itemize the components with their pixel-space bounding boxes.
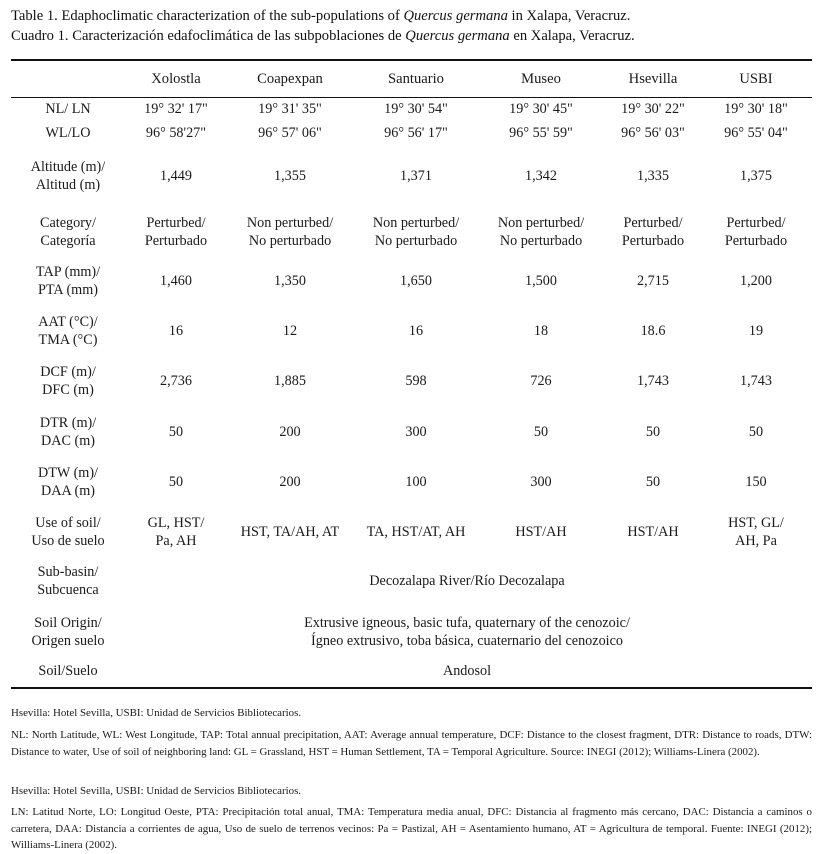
- row-label: [40, 363, 96, 399]
- cell-line: 300: [530, 474, 552, 490]
- row-label: [31, 514, 104, 550]
- cell-line: Perturbado: [724, 233, 788, 249]
- table-cell: [160, 372, 192, 390]
- table-cell: [247, 214, 333, 250]
- cell-line: HST/AH: [627, 524, 679, 540]
- cell-line: DTW (m)/: [37, 465, 99, 481]
- cell-line: 1,355: [274, 168, 306, 184]
- table-caption: [11, 6, 635, 46]
- column-header: Xolostla: [151, 71, 201, 87]
- table-cell: [740, 167, 772, 185]
- cell-line: 50: [748, 424, 764, 440]
- cell-line: Perturbado: [621, 233, 685, 249]
- row-label: [40, 414, 96, 450]
- table-cell: [740, 372, 772, 390]
- table-cell: [621, 100, 685, 118]
- cell-line: 200: [279, 424, 301, 440]
- table-cell: [279, 473, 300, 491]
- table-cell: [637, 372, 669, 390]
- cell-line: Categoría: [40, 233, 96, 249]
- table-cell: [724, 100, 788, 118]
- column-header: Santuario: [388, 71, 444, 87]
- table-cell: [400, 167, 432, 185]
- cell-line: DFC (m): [42, 382, 94, 398]
- cell-line: HST, TA/AH, AT: [240, 524, 340, 540]
- cell-line: Decozalapa River/Río Decozalapa: [369, 573, 565, 589]
- table-cell: [144, 100, 208, 118]
- cell-line: 50: [645, 424, 661, 440]
- table-cell: [530, 473, 551, 491]
- cell-line: 1,200: [740, 273, 772, 289]
- table-header-rule: [11, 97, 812, 98]
- cell-line: 18: [533, 323, 549, 339]
- cell-line: 2,715: [637, 273, 669, 289]
- cell-line: 19° 30' 54": [384, 101, 448, 117]
- table-cell: [627, 523, 678, 541]
- cell-line: Use of soil/: [35, 515, 101, 531]
- table-cell: [384, 124, 448, 142]
- row-label: [45, 100, 90, 118]
- cell-line: Altitud (m): [35, 177, 101, 193]
- cell-line: DAC (m): [40, 433, 95, 449]
- spanning-cell: [443, 662, 491, 680]
- spanning-cell: [304, 614, 630, 650]
- cell-line: HST, GL/: [728, 515, 784, 531]
- cell-line: 1,743: [740, 373, 772, 389]
- cell-line: Extrusive igneous, basic tufa, quaternary of the cenozoic/: [304, 615, 630, 631]
- cell-line: 96° 58'27": [145, 125, 207, 141]
- row-label: [31, 158, 105, 194]
- caption-spanish: Cuadro 1. Caracterización edafoclimática de las subpoblaciones de Quercus germana en Xalapa, Veracruz.: [11, 28, 635, 44]
- cell-line: 19° 30' 18": [724, 101, 788, 117]
- species-name: Quercus germana: [403, 8, 508, 24]
- cell-line: Perturbado: [144, 233, 208, 249]
- table-cell: [258, 100, 322, 118]
- cell-line: 200: [279, 474, 301, 490]
- table-cell: [405, 423, 426, 441]
- table-cell: [160, 167, 192, 185]
- table-cell: [405, 473, 426, 491]
- table-cell: [740, 272, 772, 290]
- row-label: [36, 263, 100, 299]
- table-top-rule: [11, 59, 812, 61]
- table-cell: [373, 214, 459, 250]
- cell-line: Soil Origin/: [34, 615, 102, 631]
- cell-line: Perturbed/: [623, 215, 683, 231]
- table-cell: [509, 124, 573, 142]
- column-header: Coapexpan: [257, 71, 323, 87]
- row-label: [32, 614, 105, 650]
- table-cell: [749, 322, 763, 340]
- table-cell: [169, 322, 183, 340]
- table-cell: [646, 473, 660, 491]
- table-cell: [525, 167, 557, 185]
- cell-line: 96° 56' 17": [384, 125, 448, 141]
- cell-line: 19: [748, 323, 764, 339]
- species-name: Quercus germana: [405, 28, 510, 44]
- cell-line: AAT (°C)/: [38, 314, 98, 330]
- cell-line: 96° 55' 59": [509, 125, 573, 141]
- cell-line: Origen suelo: [31, 633, 105, 649]
- table-cell: [534, 423, 548, 441]
- cell-line: Non perturbed/: [372, 215, 460, 231]
- cell-line: Pa, AH: [155, 533, 197, 549]
- note-abbreviations-en: Hsevilla: Hotel Sevilla, USBI: Unidad de Servicios Bibliotecarios.: [11, 707, 302, 719]
- note-abbreviations-es: Hsevilla: Hotel Sevilla, USBI: Unidad de Servicios Bibliotecarios.: [11, 785, 302, 797]
- cell-line: 598: [405, 373, 427, 389]
- row-label: [38, 313, 97, 349]
- cell-line: 100: [405, 474, 427, 490]
- cell-line: 1,650: [400, 273, 432, 289]
- row-label: [38, 464, 98, 500]
- table-cell: [728, 514, 784, 550]
- table-bottom-rule: [11, 687, 812, 689]
- table-cell: [509, 100, 573, 118]
- table-cell: [146, 124, 206, 142]
- table-cell: [384, 100, 448, 118]
- cell-line: DTR (m)/: [39, 415, 97, 431]
- column-header: Hsevilla: [628, 71, 678, 87]
- table-cell: [405, 372, 426, 390]
- cell-line: Perturbed/: [146, 215, 206, 231]
- table-cell: [515, 523, 566, 541]
- note-legend-en: NL: North Latitude, WL: West Longitude, TAP: Total annual precipitation, AAT: Average annual temperature, DCF: Distance to the closest fragment, DTR: Distance to roads, DTW: Distance to water, Use of soil of neighboring land: GL = Grassland, HST = Human Settlement, TA = Temporal Agriculture. Source: INEGI (2012); Williams-Linera (2002).: [11, 729, 812, 758]
- cell-line: 19° 30' 22": [621, 101, 685, 117]
- cell-line: 1,460: [160, 273, 192, 289]
- note-legend-es: LN: Latitud Norte, LO: Longitud Oeste, PTA: Precipitación total anual, TMA: Temperatura media anual, DFC: Distancia al fragmento más cercano, DAC: Distancia a caminos o carretera, DAA: Distancia a corrientes de agua, Uso de suelo de terrenos vecinos: Pa = Pastizal, AH = Asentamiento humano, AT = Agricultura de temporal. Fuente: INEGI (2012); Williams-Linera (2002).: [11, 806, 812, 851]
- table-cell: [622, 214, 684, 250]
- cell-line: 1,500: [525, 273, 557, 289]
- table-cell: [169, 423, 183, 441]
- cell-line: HST/AH: [515, 524, 567, 540]
- cell-line: 19° 30' 45": [509, 101, 573, 117]
- cell-line: AH, Pa: [735, 533, 777, 549]
- table-cell: [409, 322, 423, 340]
- table-cell: [621, 124, 685, 142]
- table-cell: [745, 473, 766, 491]
- cell-line: TA, HST/AT, AH: [366, 524, 466, 540]
- table-cell: [400, 272, 432, 290]
- cell-line: Sub-basin/: [37, 564, 99, 580]
- table-cell: [145, 214, 207, 250]
- cell-line: Ígneo extrusivo, toba básica, cuaternario del cenozoico: [311, 633, 623, 649]
- column-header: Museo: [521, 71, 561, 87]
- cell-line: 18.6: [640, 323, 666, 339]
- cell-line: 1,350: [274, 273, 306, 289]
- cell-line: Andosol: [442, 663, 492, 679]
- caption-english: Table 1. Edaphoclimatic characterization of the sub-populations of Quercus germana in Xalapa, Veracruz.: [11, 8, 631, 24]
- cell-line: 12: [282, 323, 298, 339]
- table-cell: [160, 272, 192, 290]
- cell-line: 50: [168, 474, 184, 490]
- table-cell: [646, 423, 660, 441]
- table-cell: [283, 322, 297, 340]
- table-cell: [725, 214, 787, 250]
- cell-line: 19° 32' 17": [144, 101, 208, 117]
- cell-line: Uso de suelo: [31, 533, 105, 549]
- cell-line: Category/: [40, 215, 96, 231]
- cell-line: DAA (m): [41, 483, 95, 499]
- cell-line: Altitude (m)/: [30, 159, 106, 175]
- cell-line: PTA (mm): [38, 282, 98, 298]
- cell-line: 300: [405, 424, 427, 440]
- cell-line: 1,371: [400, 168, 432, 184]
- cell-line: TAP (mm)/: [35, 264, 101, 280]
- spanning-cell: [369, 572, 564, 590]
- table-cell: [274, 272, 306, 290]
- cell-line: No perturbado: [248, 233, 332, 249]
- cell-line: Non perturbed/: [246, 215, 334, 231]
- row-label: [46, 124, 91, 142]
- table-cell: [274, 372, 306, 390]
- cell-line: 19° 31' 35": [258, 101, 322, 117]
- cell-line: 96° 55' 04": [724, 125, 788, 141]
- cell-line: 1,335: [637, 168, 669, 184]
- column-header: USBI: [739, 71, 773, 87]
- cell-line: 1,449: [160, 168, 192, 184]
- row-label: [37, 563, 98, 599]
- cell-line: 150: [745, 474, 767, 490]
- table-cell: [367, 523, 466, 541]
- cell-line: NL/ LN: [45, 101, 91, 117]
- table-cell: [724, 124, 788, 142]
- cell-line: WL/LO: [45, 125, 91, 141]
- row-label: [38, 662, 97, 680]
- cell-line: 50: [533, 424, 549, 440]
- cell-line: 1,342: [525, 168, 557, 184]
- cell-line: 1,885: [274, 373, 306, 389]
- cell-line: No perturbado: [374, 233, 458, 249]
- table-cell: [498, 214, 584, 250]
- table-cell: [279, 423, 300, 441]
- table-cell: [525, 272, 557, 290]
- table-cell: [241, 523, 339, 541]
- cell-line: GL, HST/: [147, 515, 205, 531]
- cell-line: DCF (m)/: [40, 364, 96, 380]
- cell-line: 50: [168, 424, 184, 440]
- table-cell: [637, 272, 669, 290]
- table-cell: [274, 167, 306, 185]
- cell-line: Soil/Suelo: [38, 663, 98, 679]
- cell-line: 16: [168, 323, 184, 339]
- cell-line: 96° 56' 03": [621, 125, 685, 141]
- table-cell: [749, 423, 763, 441]
- cell-line: TMA (°C): [38, 332, 98, 348]
- cell-line: Non perturbed/: [497, 215, 585, 231]
- table-cell: [148, 514, 205, 550]
- cell-line: 726: [530, 373, 552, 389]
- cell-line: 50: [645, 474, 661, 490]
- cell-line: 16: [408, 323, 424, 339]
- cell-line: No perturbado: [499, 233, 583, 249]
- cell-line: Subcuenca: [37, 582, 99, 598]
- cell-line: Perturbed/: [726, 215, 786, 231]
- cell-line: 1,375: [740, 168, 772, 184]
- row-label: [40, 214, 96, 250]
- cell-line: 1,743: [637, 373, 669, 389]
- table-cell: [530, 372, 551, 390]
- table-cell: [258, 124, 322, 142]
- table-cell: [637, 167, 669, 185]
- cell-line: 96° 57' 06": [258, 125, 322, 141]
- table-cell: [534, 322, 548, 340]
- cell-line: 2,736: [160, 373, 192, 389]
- table-cell: [641, 322, 666, 340]
- table-cell: [169, 473, 183, 491]
